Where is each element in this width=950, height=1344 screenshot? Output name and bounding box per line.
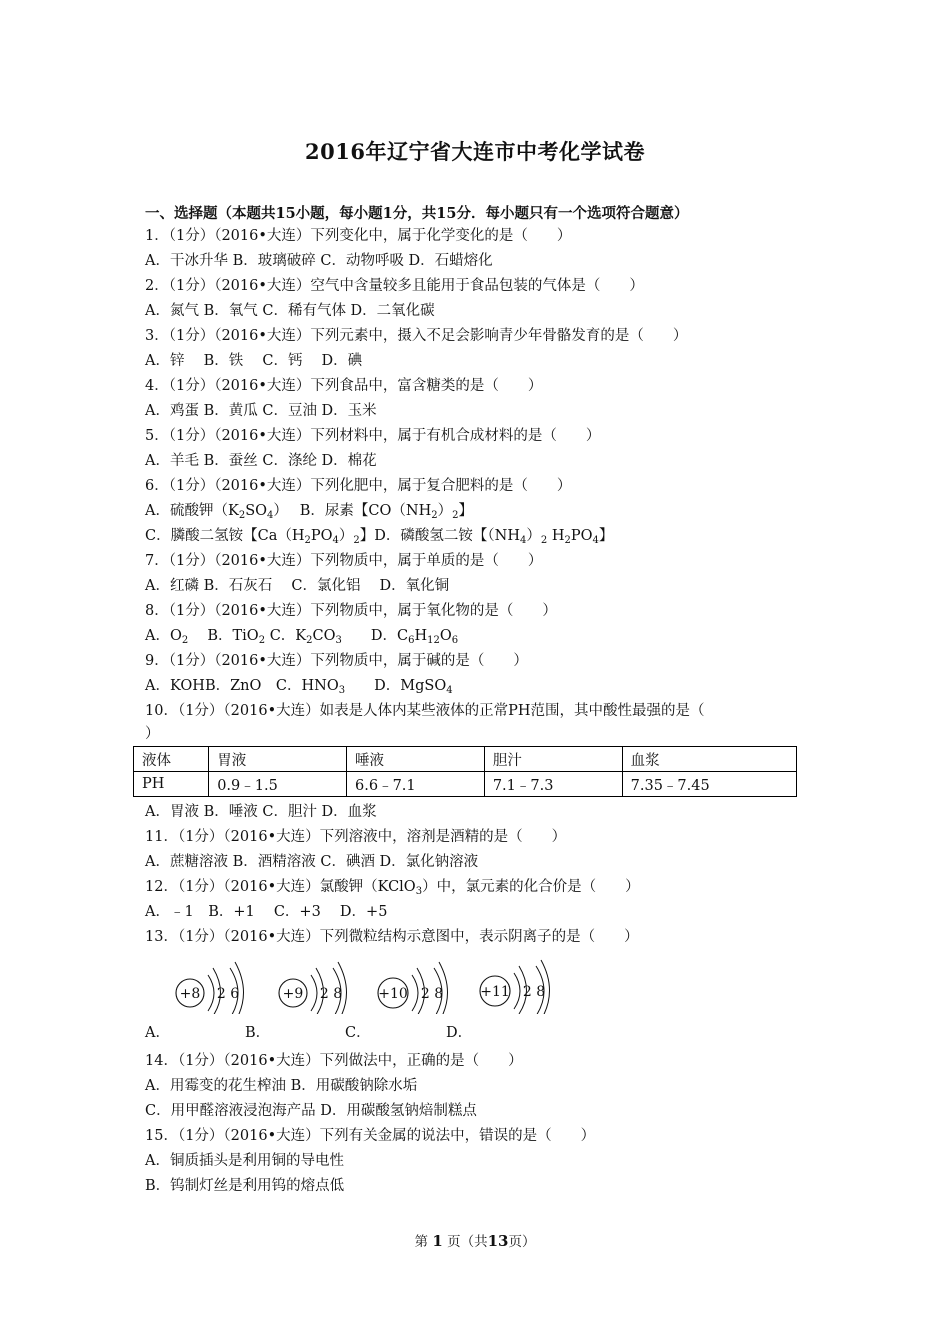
- page-footer: 第 1 页（共13页）: [414, 1232, 536, 1250]
- atom-diagram-d: [480, 960, 550, 1014]
- question-10-close: ）: [145, 726, 160, 742]
- table-cell: 液体: [134, 747, 209, 772]
- question-15-option-b: B．钨制灯丝是利用钨的熔点低: [145, 1178, 345, 1194]
- question-13: 13．（1分）（2016•大连）下列微粒结构示意图中，表示阴离子的是（ ）: [145, 929, 639, 945]
- nucleus-label: +11: [480, 984, 510, 1000]
- question-4: 4．（1分）（2016•大连）下列食品中，富含糖类的是（ ）: [145, 378, 543, 394]
- question-6-options-ab: A．硫酸钾$(K_2SO_4)$ B．尿素【$CO(NH_2)_2$】: [145, 503, 473, 521]
- section-heading: 一、选择题（本题共15小题，每小题1分，共15分．每小题只有一个选项符合题意）: [145, 205, 689, 222]
- question-10-options: A．胃液 B．唾液 C．胆汁 D．血浆: [145, 804, 377, 820]
- question-3: 3．（1分）（2016•大连）下列元素中，摄入不足会影响青少年骨骼发育的是（ ）: [145, 328, 688, 344]
- atom-option-a-label: A．: [145, 1025, 170, 1041]
- shell-label: 2 6: [216, 986, 240, 1002]
- shell-label: 2 8: [522, 984, 546, 1000]
- ph-table: [133, 746, 797, 797]
- nucleus-label: +10: [378, 986, 408, 1002]
- table-cell: 6.6﹣7.1: [347, 772, 485, 797]
- atom-diagram-c: [378, 962, 448, 1014]
- shell-label: 2 8: [420, 986, 444, 1002]
- question-7: 7．（1分）（2016•大连）下列物质中，属于单质的是（ ）: [145, 553, 543, 569]
- table-cell: 胆汁: [484, 747, 622, 772]
- table-cell: 7.1﹣7.3: [484, 772, 622, 797]
- atom-option-d-label: D．: [446, 1025, 473, 1041]
- question-9: 9．（1分）（2016•大连）下列物质中，属于碱的是（ ）: [145, 653, 528, 669]
- question-2-options: A．氮气 B．氧气 C．稀有气体 D．二氧化碳: [145, 303, 435, 319]
- question-15: 15．（1分）（2016•大连）下列有关金属的说法中，错误的是（ ）: [145, 1128, 596, 1144]
- question-5: 5．（1分）（2016•大连）下列材料中，属于有机合成材料的是（ ）: [145, 428, 601, 444]
- question-14-options-ab: A．用霉变的花生榨油 B．用碳酸钠除水垢: [145, 1078, 418, 1094]
- atom-diagram-b: [279, 962, 347, 1014]
- question-9-options: A．KOHB．ZnO C．$HNO_3$ D．MgSO$_4$: [145, 678, 453, 696]
- question-8: 8．（1分）（2016•大连）下列物质中，属于氧化物的是（ ）: [145, 603, 557, 619]
- table-cell: 0.9﹣1.5: [209, 772, 347, 797]
- question-1: 1．（1分）（2016•大连）下列变化中，属于化学变化的是（ ）: [145, 228, 572, 244]
- page-title: 2016年辽宁省大连市中考化学试卷: [305, 139, 645, 164]
- question-4-options: A．鸡蛋 B．黄瓜 C．豆油 D．玉米: [145, 403, 377, 419]
- question-3-options: A．锌 B．铁 C．钙 D．碘: [145, 353, 363, 369]
- question-14: 14．（1分）（2016•大连）下列做法中，正确的是（ ）: [145, 1053, 523, 1069]
- question-14-options-cd: C．用甲醛溶液浸泡海产品 D．用碳酸氢钠焙制糕点: [145, 1103, 477, 1119]
- question-6-options-cd: C．膦酸二氢铵【$Ca(H_2PO_4)_2$】D．磷酸氢二铵【$(NH_4)_2$ $H_2PO_4$】: [145, 528, 614, 546]
- table-cell: 唾液: [347, 747, 485, 772]
- atom-option-b-label: B．: [245, 1025, 271, 1041]
- table-cell: 胃液: [209, 747, 347, 772]
- question-1-options: A．干冰升华 B．玻璃破碎 C．动物呼吸 D．石蜡熔化: [145, 253, 493, 269]
- atom-diagram-a: [176, 962, 244, 1014]
- table-row: [134, 747, 797, 772]
- question-7-options: A．红磷 B．石灰石 C．氯化铝 D．氧化铜: [145, 578, 450, 594]
- nucleus-label: +8: [179, 986, 201, 1002]
- question-8-options: A．$O_2$ B．TiO$_2$ C．$K_2CO_3$ D．$C_6H_{12}O_6$: [145, 628, 459, 646]
- shell-label: 2 8: [319, 986, 343, 1002]
- table-cell: PH: [134, 772, 209, 797]
- table-cell: 血浆: [622, 747, 796, 772]
- nucleus-label: +9: [282, 986, 304, 1002]
- question-12-options: A．﹣1 B．+1 C．+3 D．+5: [145, 904, 388, 920]
- question-5-options: A．羊毛 B．蚕丝 C．涤纶 D．棉花: [145, 453, 377, 469]
- question-11: 11．（1分）（2016•大连）下列溶液中，溶剂是酒精的是（ ）: [145, 829, 567, 845]
- question-12: 12．（1分）（2016•大连）氯酸钾（KClO$_3$）中，氯元素的化合价是（ ）: [145, 879, 640, 897]
- table-row: [134, 772, 797, 797]
- question-10: 10．（1分）（2016•大连）如表是人体内某些液体的正常PH范围，其中酸性最强的是（: [145, 703, 705, 719]
- atom-option-c-label: C．: [345, 1025, 371, 1041]
- question-11-options: A．蔗糖溶液 B．酒精溶液 C．碘酒 D．氯化钠溶液: [145, 854, 479, 870]
- question-15-option-a: A．铜质插头是利用铜的导电性: [145, 1153, 344, 1169]
- atom-structure-diagrams: [170, 950, 570, 1014]
- question-6: 6．（1分）（2016•大连）下列化肥中，属于复合肥料的是（ ）: [145, 478, 572, 494]
- table-cell: 7.35﹣7.45: [622, 772, 796, 797]
- question-2: 2．（1分）（2016•大连）空气中含量较多且能用于食品包装的气体是（ ）: [145, 278, 644, 294]
